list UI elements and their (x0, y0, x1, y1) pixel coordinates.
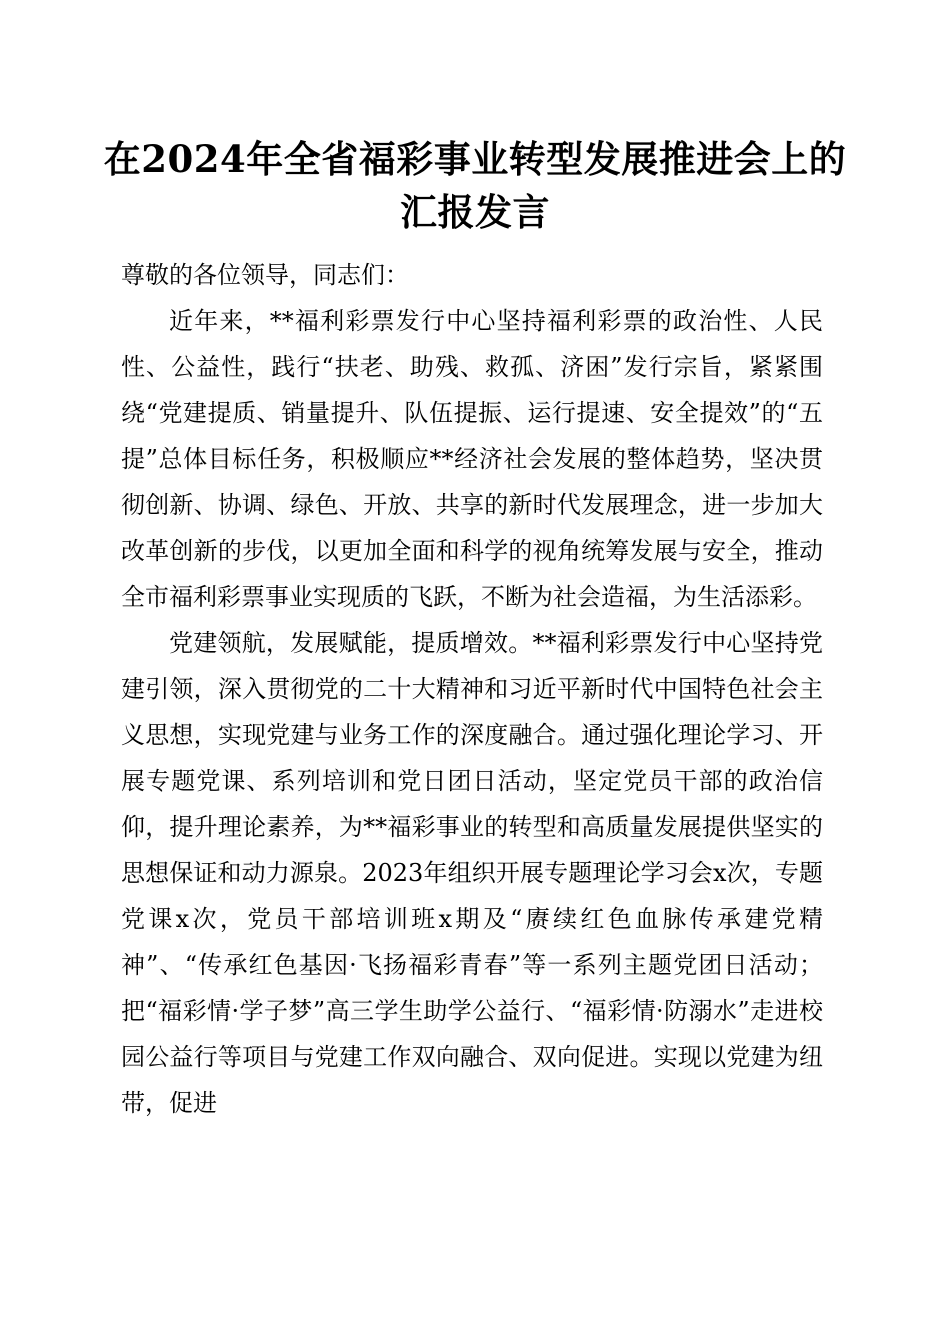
salutation: 尊敬的各位领导，同志们： (121, 261, 409, 289)
paragraph-1: 近年来，**福利彩票发行中心坚持福利彩票的政治性、人民性、公益性，践行“扶老、助残、救孤、济困”发行宗旨，紧紧围绕“党建提质、销量提升、队伍提振、运行提速、安全提效”的“五提”总体目标任务，积极顺应**经济社会发展的整体趋势，坚决贯彻创新、协调、绿色、开放、共享的新时代发展理念，进一步加大改革创新的步伐，以更加全面和科学的视角统筹发展与安全，推动全市福利彩票事业实现质的飞跃，不断为社会造福，为生活添彩。 (121, 307, 823, 611)
document-title (100, 133, 850, 239)
paragraph-2: 党建领航，发展赋能，提质增效。**福利彩票发行中心坚持党建引领，深入贯彻党的二十大精神和习近平新时代中国特色社会主义思想，实现党建与业务工作的深度融合。通过强化理论学习、开展专题党课、系列培训和党日团日活动，坚定党员干部的政治信仰，提升理论素养，为**福彩事业的转型和高质量发展提供坚实的思想保证和动力源泉。2023年组织开展专题理论学习会x次，专题党课x次，党员干部培训班x期及“赓续红色血脉传承建党精神”、“传承红色基因·飞扬福彩青春”等一系列主题党团日活动；把“福彩情·学子梦”高三学生助学公益行、“福彩情·防溺水”走进校园公益行等项目与党建工作双向融合、双向促进。实现以党建为纽带，促进 (121, 629, 823, 1117)
document-body (121, 252, 823, 1126)
title-line-1: 在2024年全省福彩事业转型发展推进会上的 (103, 137, 847, 181)
title-line-2: 汇报发言 (400, 190, 550, 234)
